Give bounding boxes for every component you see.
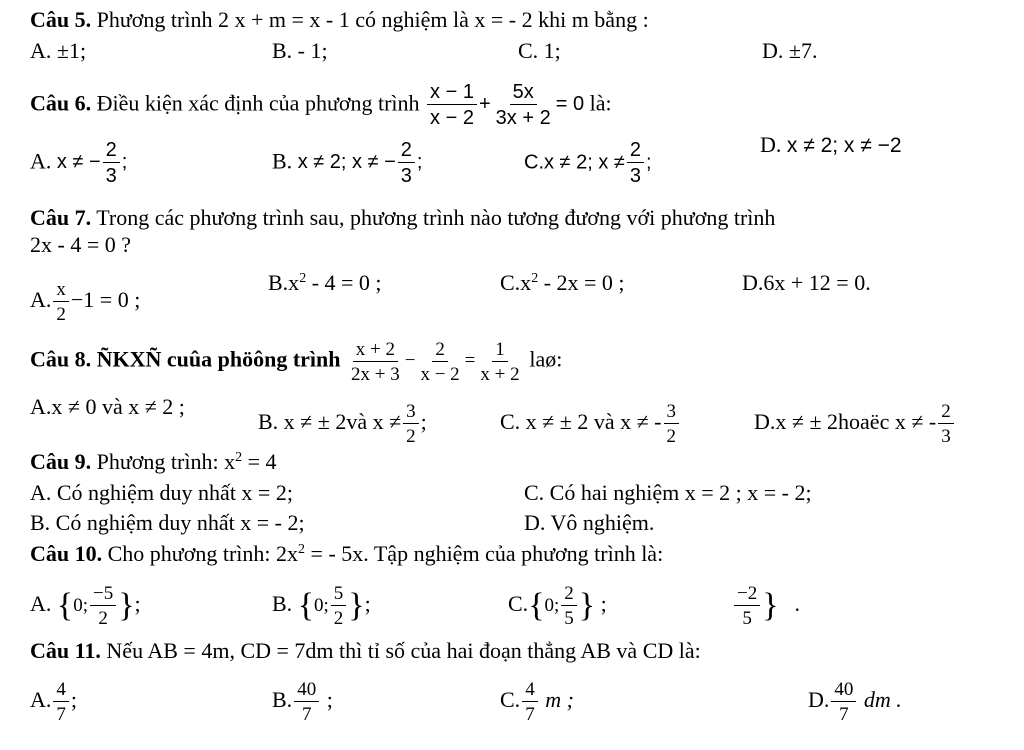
q8-label: Câu 8. ÑKXÑ cuûa phöông trình <box>30 346 341 372</box>
q10-a-prefix: A. <box>30 591 52 617</box>
q6-c-expr: x ≠ 2; x ≠ <box>544 151 625 174</box>
q11-b-end: ; <box>321 687 333 713</box>
q6-c-prefix: C. <box>524 151 544 174</box>
q11-b-den: 7 <box>301 704 312 725</box>
q10-b-den: 2 <box>333 608 344 629</box>
q10-c-end: ; <box>595 591 607 617</box>
q8-b-num: 3 <box>403 402 419 424</box>
q6-a-end: ; <box>121 151 128 174</box>
q6-option-d[interactable] <box>760 130 902 161</box>
q6-c-end: ; <box>645 151 652 174</box>
q9-option-b[interactable]: B. Có nghiệm duy nhất x = - 2; <box>30 510 305 535</box>
q8-eq-f3-den: x + 2 <box>480 364 520 385</box>
q6-a-prefix: A. <box>30 148 52 174</box>
q6-b-prefix: B. <box>272 148 293 174</box>
q8-option-b[interactable] <box>258 402 427 446</box>
q10-a-den: 2 <box>98 608 108 629</box>
q5-stem <box>30 5 649 35</box>
q10-text-pre: Cho phương trình: 2x <box>102 541 299 566</box>
q10-b-num: 5 <box>331 584 347 606</box>
q8-eq-f2-num: 2 <box>432 340 448 362</box>
q11-d-den: 7 <box>839 704 849 725</box>
left-brace-icon: { <box>528 587 545 624</box>
q11-c-prefix: C. <box>500 687 521 713</box>
q9-option-c[interactable]: C. Có hai nghiệm x = 2 ; x = - 2; <box>524 480 812 505</box>
q11-a-den: 7 <box>56 704 66 725</box>
q6-text: Điều kiện xác định của phương trình <box>91 90 426 116</box>
q8-stem <box>30 340 562 384</box>
q7-stem-line2: 2x - 4 = 0 ? <box>30 232 131 257</box>
q7-text: Trong các phương trình sau, phương trình nào tương đương với phương trình <box>91 205 776 230</box>
q6-tail: là: <box>589 90 612 116</box>
q7-option-b[interactable] <box>268 268 382 298</box>
q11-option-a[interactable] <box>30 680 77 724</box>
q7-option-d[interactable]: D.6x + 12 = 0. <box>742 270 871 295</box>
q6-c-den: 3 <box>629 165 641 187</box>
q10-stem <box>30 539 663 569</box>
q10-a-num: −5 <box>90 584 116 606</box>
q8-d-pre: D.x ≠ ± 2hoaëc x ≠ - <box>754 409 937 435</box>
q7-a-tail: −1 = 0 ; <box>70 287 141 313</box>
q9-stem <box>30 447 277 477</box>
q6-option-c[interactable] <box>524 140 652 186</box>
q7-c-pre: C.x <box>500 270 532 295</box>
q6-a-num: 2 <box>103 140 120 163</box>
q6-option-a[interactable] <box>30 140 127 186</box>
q6-d-expr: x ≠ 2; x ≠ −2 <box>786 134 902 157</box>
q6-b-num: 2 <box>398 140 415 163</box>
q10-sup: 2 <box>298 542 306 557</box>
left-brace-icon: { <box>297 587 315 624</box>
q7-b-pre: B.x <box>268 270 300 295</box>
q8-c-pre: C. x ≠ ± 2 và x ≠ - <box>500 409 662 435</box>
right-brace-icon: } <box>348 587 365 624</box>
q7-option-c[interactable] <box>500 268 625 298</box>
q10-option-a[interactable] <box>30 584 141 628</box>
q9-option-d[interactable]: D. Vô nghiệm. <box>524 510 655 535</box>
q6-eq-f1-den: x − 2 <box>430 107 474 129</box>
q8-c-den: 2 <box>666 426 676 447</box>
q7-stem <box>30 203 775 233</box>
q6-b-expr: x ≠ 2; x ≠ − <box>297 151 396 174</box>
q7-a-den: 2 <box>56 304 66 325</box>
q8-eq-f1-den: 2x + 3 <box>351 364 400 385</box>
q6-a-den: 3 <box>105 165 117 187</box>
q5-text: Phương trình 2 x + m = x - 1 có nghiệm là x = - 2 khi m bằng : <box>91 7 649 32</box>
q8-eq-eq: = <box>464 350 476 372</box>
q10-b-prefix: B. <box>272 591 293 617</box>
q6-eq-f2-den: 3x + 2 <box>495 107 551 129</box>
q8-option-c[interactable] <box>500 402 681 446</box>
q10-a-inner: 0; <box>73 595 88 617</box>
q8-b-den: 2 <box>406 426 416 447</box>
q9-sup: 2 <box>235 450 243 465</box>
q7-label: Câu 7. <box>30 205 92 230</box>
q8-c-num: 3 <box>664 402 680 424</box>
q11-c-end: m ; <box>539 687 574 713</box>
q11-c-num: 4 <box>522 680 538 702</box>
q8-eq-f1-num: x + 2 <box>353 340 398 362</box>
q8-b-pre: B. x ≠ ± 2và x ≠ <box>258 409 402 435</box>
q5-option-a[interactable]: A. ±1; <box>30 38 87 63</box>
q11-d-end: dm . <box>858 687 902 713</box>
q11-option-c[interactable] <box>500 680 574 724</box>
q8-option-d[interactable] <box>754 402 956 446</box>
q10-option-c[interactable] <box>508 584 607 628</box>
q6-a-expr: x ≠ − <box>56 151 101 174</box>
q10-d-num: −2 <box>734 584 760 606</box>
q8-eq-minus: − <box>404 350 416 372</box>
right-brace-icon: } <box>578 587 596 624</box>
q10-option-b[interactable] <box>272 584 371 628</box>
q5-option-b[interactable]: B. - 1; <box>272 38 328 63</box>
q7-b-post: - 4 = 0 ; <box>306 270 382 295</box>
q10-d-end: . <box>794 591 801 617</box>
q11-d-prefix: D. <box>808 687 830 713</box>
q10-a-end: ; <box>134 591 141 617</box>
q10-c-num: 2 <box>561 584 577 606</box>
q11-b-prefix: B. <box>272 687 293 713</box>
q6-option-b[interactable] <box>272 140 422 186</box>
q7-b-sup: 2 <box>299 271 307 286</box>
q10-d-den: 5 <box>742 608 752 629</box>
q7-c-post: - 2x = 0 ; <box>538 270 625 295</box>
q6-d-prefix: D. <box>760 132 782 157</box>
q11-stem <box>30 636 701 666</box>
left-brace-icon: { <box>56 587 74 624</box>
q11-option-d[interactable] <box>808 680 902 724</box>
q9-text-pre: Phương trình: x <box>91 449 236 474</box>
q6-label: Câu 6. <box>30 90 92 116</box>
q11-b-num: 40 <box>294 680 319 702</box>
q9-text-post: = 4 <box>242 449 277 474</box>
q11-a-prefix: A. <box>30 687 52 713</box>
q7-option-a[interactable] <box>30 280 140 324</box>
q5-label: Câu 5. <box>30 7 92 32</box>
q5-option-c[interactable]: C. 1; <box>518 38 561 63</box>
q11-a-end: ; <box>70 687 78 713</box>
q9-label: Câu 9. <box>30 449 92 474</box>
q10-c-inner: 0; <box>544 595 560 617</box>
q10-c-den: 5 <box>564 608 574 629</box>
q10-label: Câu 10. <box>30 541 103 566</box>
q5-option-d[interactable]: D. ±7. <box>762 38 818 63</box>
q6-eq-f2-num: 5x <box>510 82 537 105</box>
q8-d-den: 3 <box>941 426 951 447</box>
q11-d-num: 40 <box>831 680 856 702</box>
q7-a-prefix: A. <box>30 287 52 313</box>
q6-eq-f1-num: x − 1 <box>427 82 477 105</box>
q10-b-inner: 0; <box>314 595 329 617</box>
q11-label: Câu 11. <box>30 638 101 663</box>
q8-eq-f3-num: 1 <box>492 340 508 362</box>
q6-stem <box>30 82 612 128</box>
q11-c-den: 7 <box>525 704 535 725</box>
q7-c-sup: 2 <box>531 271 539 286</box>
q11-option-b[interactable] <box>272 680 333 724</box>
q10-b-end: ; <box>364 591 371 617</box>
q8-tail: laø: <box>529 346 563 372</box>
right-brace-icon: } <box>762 587 779 624</box>
q8-d-num: 2 <box>938 402 954 424</box>
q8-eq-f2-den: x − 2 <box>420 364 460 385</box>
q11-a-num: 4 <box>53 680 69 702</box>
q10-option-d[interactable] <box>732 584 800 628</box>
q10-c-prefix: C. <box>508 591 529 617</box>
q8-b-end: ; <box>420 409 427 435</box>
q6-b-den: 3 <box>400 165 412 187</box>
q6-eq-rhs: = 0 <box>555 93 585 116</box>
q10-text-post: = - 5x. Tập nghiệm của phương trình là: <box>305 541 664 566</box>
right-brace-icon: } <box>118 587 135 624</box>
q6-b-end: ; <box>416 151 423 174</box>
q7-a-num: x <box>53 280 69 302</box>
q9-option-a[interactable]: A. Có nghiệm duy nhất x = 2; <box>30 480 293 505</box>
q11-text: Nếu AB = 4m, CD = 7dm thì tỉ số của hai đoạn thẳng AB và CD là: <box>100 638 701 663</box>
q6-c-num: 2 <box>627 140 644 163</box>
q8-option-a[interactable]: A.x ≠ 0 và x ≠ 2 ; <box>30 394 185 419</box>
q6-eq-plus: + <box>478 93 491 116</box>
